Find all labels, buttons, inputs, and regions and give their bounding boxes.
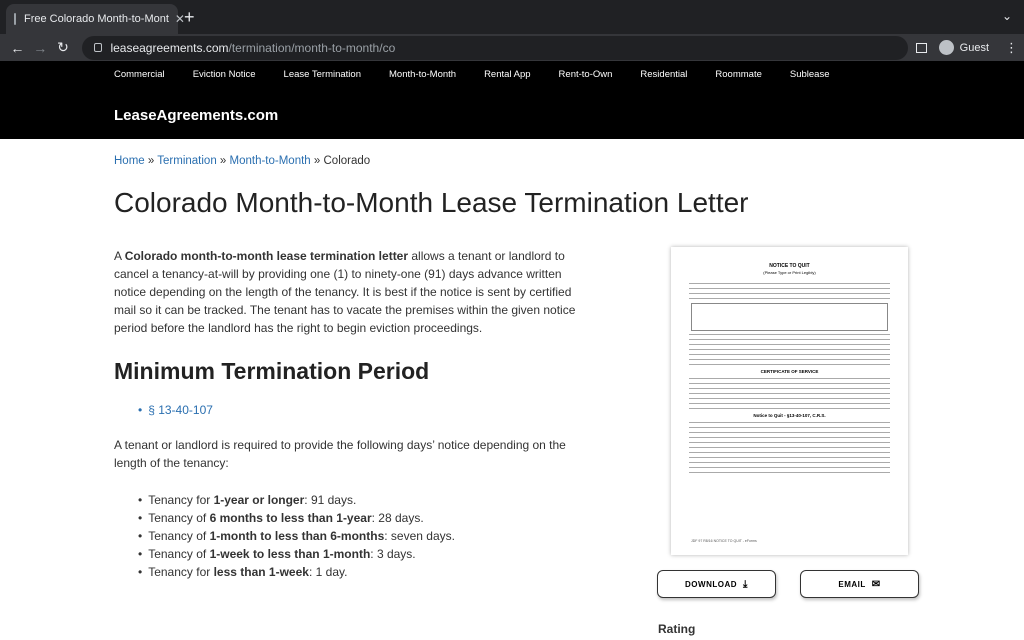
breadcrumb-termination[interactable]: Termination [157,155,217,167]
requirement-text: A tenant or landlord is required to provide the following days’ notice depending on the length of the tenancy: [114,438,566,470]
nav-commercial[interactable]: Commercial [114,69,165,80]
email-icon: ✉ [871,578,881,590]
preview-address-box [691,303,888,331]
menu-icon[interactable]: ⋮ [1005,39,1019,55]
breadcrumb-home[interactable]: Home [114,155,145,167]
preview-footer: JDF 97 R8/16 NOTICE TO QUIT - eForms [691,539,757,543]
breadcrumb-current: Colorado [323,155,371,167]
email-label: EMAIL [838,579,866,589]
back-icon[interactable]: ← [10,39,25,56]
browser-toolbar [0,34,1024,61]
list-item: • Tenancy of 1-week to less than 1-month: 3 days. [138,545,455,563]
avatar[interactable] [939,40,954,55]
preview-notice-heading: Notice to Quit - §13-40-107, C.R.S. [753,413,826,418]
tab-title: Free Colorado Month-to-Mont [24,13,169,25]
email-button[interactable] [800,570,919,598]
breadcrumb-sep: » [310,155,324,167]
form-preview[interactable] [671,247,908,555]
list-item: • Tenancy of 1-month to less than 6-months: seven days. [138,527,455,545]
main-content [0,139,1024,640]
nav-month-to-month[interactable]: Month-to-Month [389,69,457,80]
breadcrumb-sep: » [144,155,158,167]
page-title: Colorado Month-to-Month Lease Termination Letter [114,187,749,218]
preview-subtitle: (Please Type or Print Legibly) [763,270,816,275]
tab-strip [0,0,1024,34]
site-header [0,61,1024,139]
list-item: • Tenancy of 6 months to less than 1-year: 28 days. [138,509,455,527]
document-icon [14,13,16,25]
nav-rental-app[interactable]: Rental App [484,69,531,80]
forward-icon[interactable]: → [33,39,48,56]
browser-tab[interactable] [6,4,185,34]
nav-rent-to-own[interactable]: Rent-to-Own [558,69,613,80]
site-logo[interactable]: LeaseAgreements.com [114,107,279,124]
nav-roommate[interactable]: Roommate [715,69,762,80]
rating-heading: Rating [658,622,696,636]
download-button[interactable] [657,570,776,598]
breadcrumb [114,155,370,167]
download-icon: ⤓ [743,578,748,590]
lock-icon [94,43,102,52]
reload-icon[interactable]: ↻ [57,39,69,55]
profile-label[interactable]: Guest [959,41,990,54]
breadcrumb-month-to-month[interactable]: Month-to-Month [229,155,311,167]
list-item: • Tenancy for 1-year or longer: 91 days. [138,491,455,509]
chevron-down-icon[interactable]: ⌄ [1001,9,1012,23]
breadcrumb-sep: » [216,155,230,167]
preview-title: NOTICE TO QUIT [769,263,810,269]
list-item: • Tenancy for less than 1-week: 1 day. [138,563,455,581]
intro-bold: Colorado month-to-month lease termination letter [124,249,409,263]
download-label: DOWNLOAD [685,579,738,589]
top-nav [114,69,858,80]
nav-residential[interactable]: Residential [640,69,688,80]
url-path: /termination/month-to-month/co [228,40,396,55]
nav-sublease[interactable]: Sublease [789,69,830,80]
statute-link[interactable]: • § 13-40-107 [138,403,213,417]
preview-cert-heading: CERTIFICATE OF SERVICE [760,369,819,374]
intro-prefix: A [114,249,125,263]
intro-rest: allows a tenant or landlord to cancel a tenancy-at-will by providing one (1) to ninety-one (91) days advance written notice depending on the length of the tenancy. It is best if the notice is sent by certified mail so it can be tracked. The tenant has to vacate the premises within the given notice period before the landlord has the right to begin eviction proceedings. [114,249,576,335]
nav-lease-termination[interactable]: Lease Termination [283,69,361,80]
nav-eviction-notice[interactable]: Eviction Notice [192,69,256,80]
new-tab-icon[interactable]: + [184,7,195,27]
side-panel-icon[interactable] [916,43,927,53]
notice-period-list [138,491,455,581]
url-host: leaseagreements.com [110,40,229,55]
close-icon[interactable]: ✕ [174,12,185,26]
intro-paragraph [114,247,589,337]
section-title: Minimum Termination Period [114,358,430,384]
address-bar[interactable] [82,36,907,60]
